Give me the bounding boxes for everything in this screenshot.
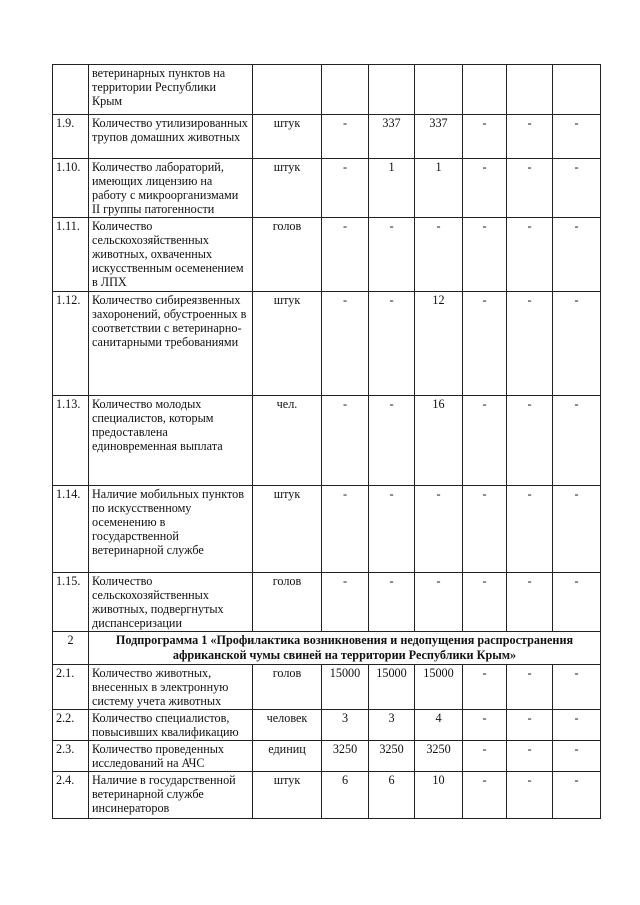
value-cell: - <box>553 710 601 741</box>
value-cell: - <box>415 573 463 632</box>
value-cell: - <box>507 710 553 741</box>
row-number: 1.11. <box>53 218 89 292</box>
table-row <box>53 65 601 115</box>
table-row <box>53 573 601 632</box>
indicator-name: Количество проведенных исследований на АЧС <box>89 741 253 772</box>
table-row <box>53 115 601 159</box>
value-cell: - <box>322 159 369 218</box>
value-cell: - <box>463 396 507 486</box>
value-cell: 3250 <box>415 741 463 772</box>
unit-of-measure: штук <box>253 159 322 218</box>
value-cell: - <box>553 665 601 710</box>
unit-of-measure: чел. <box>253 396 322 486</box>
value-cell: - <box>369 292 415 396</box>
table-row <box>53 218 601 292</box>
value-cell: - <box>507 159 553 218</box>
value-cell: 3 <box>322 710 369 741</box>
value-cell: - <box>322 218 369 292</box>
row-number: 2.4. <box>53 772 89 819</box>
unit-of-measure: штук <box>253 115 322 159</box>
value-cell: - <box>415 486 463 573</box>
row-number: 1.10. <box>53 159 89 218</box>
subprogram-number: 2 <box>53 632 89 665</box>
value-cell <box>322 65 369 115</box>
value-cell: - <box>507 665 553 710</box>
value-cell: 3250 <box>369 741 415 772</box>
table-row <box>53 292 601 396</box>
subprogram-title: Подпрограмма 1 «Профилактика возникновения и недопущения распространения африканской чумы свиней на территории Республики Крым» <box>89 632 601 665</box>
value-cell: - <box>463 710 507 741</box>
value-cell: - <box>415 218 463 292</box>
value-cell <box>415 65 463 115</box>
value-cell: - <box>553 486 601 573</box>
unit-of-measure: голов <box>253 665 322 710</box>
value-cell: 15000 <box>369 665 415 710</box>
table-row <box>53 486 601 573</box>
row-number: 1.12. <box>53 292 89 396</box>
value-cell: - <box>553 396 601 486</box>
value-cell: - <box>553 741 601 772</box>
value-cell: 3250 <box>322 741 369 772</box>
indicators-table <box>52 64 601 819</box>
value-cell: - <box>507 772 553 819</box>
indicator-name: Количество животных, внесенных в электронную систему учета животных <box>89 665 253 710</box>
table-row <box>53 665 601 710</box>
value-cell: - <box>463 573 507 632</box>
row-number: 2.3. <box>53 741 89 772</box>
subprogram-header-row <box>53 632 601 665</box>
value-cell: 15000 <box>415 665 463 710</box>
value-cell: - <box>507 115 553 159</box>
value-cell: - <box>507 218 553 292</box>
value-cell: - <box>463 741 507 772</box>
value-cell: - <box>463 159 507 218</box>
value-cell: - <box>322 486 369 573</box>
value-cell: - <box>369 486 415 573</box>
value-cell: - <box>507 741 553 772</box>
value-cell: - <box>322 396 369 486</box>
value-cell: - <box>553 115 601 159</box>
row-number: 1.14. <box>53 486 89 573</box>
value-cell: - <box>463 486 507 573</box>
value-cell: - <box>463 665 507 710</box>
value-cell: 4 <box>415 710 463 741</box>
unit-of-measure: голов <box>253 573 322 632</box>
value-cell: - <box>322 115 369 159</box>
row-number: 1.9. <box>53 115 89 159</box>
indicator-name: ветеринарных пунктов на территории Республики Крым <box>89 65 253 115</box>
value-cell: 6 <box>322 772 369 819</box>
table-row <box>53 772 601 819</box>
row-number: 2.2. <box>53 710 89 741</box>
value-cell: 337 <box>369 115 415 159</box>
table-row <box>53 741 601 772</box>
value-cell: 6 <box>369 772 415 819</box>
indicator-name: Количество сибиреязвенных захоронений, обустроенных в соответствии с ветеринарно-санитарными требованиями <box>89 292 253 396</box>
value-cell: - <box>369 396 415 486</box>
value-cell: - <box>553 292 601 396</box>
row-number: 1.13. <box>53 396 89 486</box>
value-cell: - <box>553 772 601 819</box>
value-cell: 10 <box>415 772 463 819</box>
unit-of-measure: человек <box>253 710 322 741</box>
row-number: 1.15. <box>53 573 89 632</box>
value-cell: - <box>507 573 553 632</box>
indicator-name: Количество лабораторий, имеющих лицензию на работу с микроорганизмами II группы патогенности <box>89 159 253 218</box>
value-cell <box>507 65 553 115</box>
indicator-name: Количество специалистов, повысивших квалификацию <box>89 710 253 741</box>
value-cell: - <box>322 573 369 632</box>
value-cell: - <box>553 218 601 292</box>
value-cell: 3 <box>369 710 415 741</box>
unit-of-measure <box>253 65 322 115</box>
value-cell: - <box>553 573 601 632</box>
row-number: 2.1. <box>53 665 89 710</box>
value-cell: - <box>463 218 507 292</box>
value-cell: 337 <box>415 115 463 159</box>
value-cell: - <box>507 396 553 486</box>
unit-of-measure: голов <box>253 218 322 292</box>
value-cell: - <box>463 115 507 159</box>
row-number <box>53 65 89 115</box>
value-cell: - <box>369 218 415 292</box>
value-cell: 15000 <box>322 665 369 710</box>
value-cell: 1 <box>369 159 415 218</box>
value-cell: - <box>507 292 553 396</box>
indicator-name: Количество молодых специалистов, которым предоставлена единовременная выплата <box>89 396 253 486</box>
table-row <box>53 710 601 741</box>
value-cell: - <box>369 573 415 632</box>
value-cell: - <box>463 292 507 396</box>
unit-of-measure: штук <box>253 486 322 573</box>
value-cell: - <box>553 159 601 218</box>
indicator-name: Наличие мобильных пунктов по искусственному осеменению в государственной ветеринарной службе <box>89 486 253 573</box>
value-cell: 12 <box>415 292 463 396</box>
value-cell <box>369 65 415 115</box>
indicator-name: Количество сельскохозяйственных животных, подвергнутых диспансеризации <box>89 573 253 632</box>
unit-of-measure: единиц <box>253 741 322 772</box>
unit-of-measure: штук <box>253 772 322 819</box>
value-cell: 1 <box>415 159 463 218</box>
table-row <box>53 396 601 486</box>
table-body <box>53 65 601 819</box>
value-cell: - <box>463 772 507 819</box>
table-row <box>53 159 601 218</box>
indicator-name: Количество утилизированных трупов домашних животных <box>89 115 253 159</box>
value-cell <box>553 65 601 115</box>
indicator-name: Количество сельскохозяйственных животных, охваченных искусственным осеменением в ЛПХ <box>89 218 253 292</box>
value-cell: 16 <box>415 396 463 486</box>
value-cell <box>463 65 507 115</box>
value-cell: - <box>507 486 553 573</box>
value-cell: - <box>322 292 369 396</box>
unit-of-measure: штук <box>253 292 322 396</box>
indicator-name: Наличие в государственной ветеринарной службе инсинераторов <box>89 772 253 819</box>
